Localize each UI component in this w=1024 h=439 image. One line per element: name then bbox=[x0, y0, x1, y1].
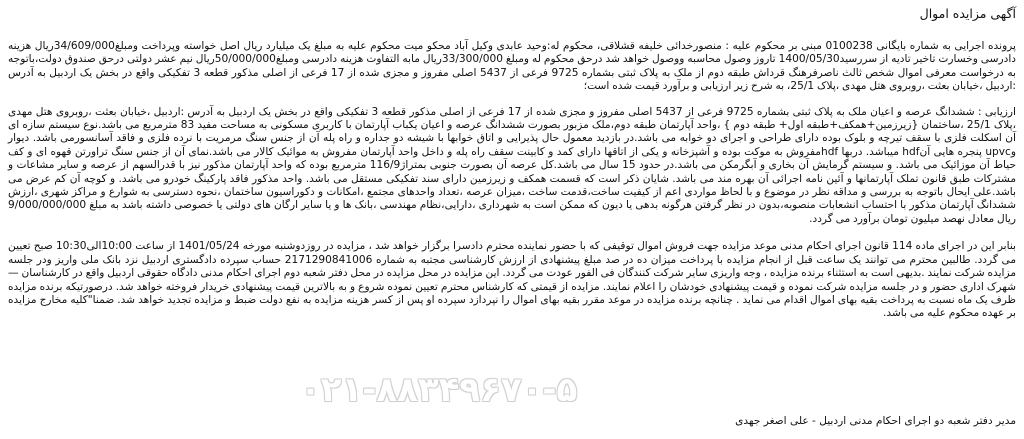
phone-watermark: ۰۲۱-۸۸۳۴۹۶۷۰-۵ bbox=[300, 370, 578, 410]
appraisal-paragraph: ارزیابی : ششدانگ عرصه و اعیان ملک به پلاک ثبتی بشماره 9725 فرعی از 5437 اصلی مفروز و مجزی شده از 17 فرعی از اصلی مذکور قطعه 3 تفکیکی واقع در بخش یک اردبیل به آدرس :اردبیل ،خیابان بعثت ،روبروی هتل مهدی ،پلاک 25/1 ،ساختمان {زیرزمین+همکف+طبقه اول+ طبقه دوم } ،واحد آپارتمان طبقه دوم،ملک مزبور بصورت ششدانگ عرصه و اعیان یکباب آپارتمان با کاربری مسکونی به مساحت مفید 83 مترمربع می باشد.نوع سیستم سازه ای آن اسکلت فلزی با سقف تیرچه و بلوک بوده دارای طراحی و اجرای دو خوابه می باشد.در بازدید معمول حال پذیرایی و اتاق خوابها با شیشه دو جداره و راه پله آن از جنس سنگ مرمریت با نرده فلزی و فاقد آسانسورمی باشد. دیوار وupvc پنجره هایی آنhdf میباشد. دربها hdfمفروش به موکت بوده و آشپزخانه و یکی از اتاقها دارای کمد و کابینت سقف راه پله و داخل واحد آپارتمان مفروش به موائیک کالار می باشد.نمای آن از جنس سنگ تراورتن قهوه ای و کف حیاط آن موزائیک می باشد. و سیستم گرمایش آن بخاری و آبگرمکن می باشد.در حدود 15 سال می باشد.کل عرصه آن بصورت جنوبی بمتراژ116/9 مترمربع بوده که واحد آپارتمان مذکور نیز با قدرالسهم از عرصه و سایر مشاعات و مشترکات طبق قانون تملک آپارتمانها و آئین نامه اجرائی آن بهره مند می باشد. شایان ذکر است که قسمت همکف و زیرزمین دارای سند تفکیکی مستقل می باشد. واحد مذکور فاقد پارکینگ خودرو می باشد. و کوچه آن کم عرض می باشد.علی ایحال باتوجه به بررسی و مداقه نظر در موضوع و با لحاظ مواردی اعم از کیفیت ساخت،قدمت ساخت ،میزان عرصه ،تعداد واحدهای مجتمع ،امکانات و دکوراسیون ساختمان ،نحوه دسترسی به شوارع و مراکز شهری ،ارزش ششدانگ آپارتمان مذکور با احتساب انشعابات منصوبه،بدون در نظر گرفتن هرگونه بدهی یا دیون که ممکن است به شهرداری ،دارایی،نظام مهندسی ،بانک ها و یا سایر ارگان های دولتی یا خصوصی داشته باشد به مبلغ 9/000/000/000 ریال معادل نهصد میلیون تومان برآورد می گردد. bbox=[8, 105, 1016, 225]
case-details-paragraph: پرونده اجرایی به شماره بایگانی 0100238 مبنی بر محکوم علیه : منصورخدائی خلیفه قشلاقی، محکوم له:وحید عابدی وکیل آباد محکو میت محکوم علیه به مبلغ یک میلیارد ریال اصل خواسته وپرداخت ومبلغ34/609/000ریال هزینه دادرسی وخسارت تاخیر تادیه از سررسید1400/05/30 تاروز وصول محاسبه ووصول خواهد شد درحق محکوم له ومبلغ 33/300/000ریال مابه التفاوت هزینه دادرسی ومبلغ50/000/000ریال نیم عشر دولتی درحق صندوق دولت،باتوجه به درخواست معرفی اموال شخص ثالث ناصرفرهنگ قرداش طبقه دوم از ملک به پلاک ثبتی بشماره 9725 فرعی از 5437 اصلی مفروز و مجزی شده از 17 فرعی از اصلی مذکور قطعه 3 تفکیکی واقع در بخش یک اردبیل به آدرس :اردبیل ،خیابان بعثت ،روبروی هتل مهدی ،پلاک 25/1، به شرح زیر ارزیابی و برآورد قیمت شده است؛ bbox=[8, 40, 1016, 93]
signature-line: مدیر دفتر شعبه دو اجرای احکام مدنی اردبیل - علی اصغر جهدی bbox=[735, 415, 1016, 427]
auction-terms-paragraph: بنابر این در اجرای ماده 114 قانون اجرای احکام مدنی موعد مزایده جهت فروش اموال توقیفی که با حضور نماینده محترم دادسرا برگزار خواهد شد ، مزایده در روزدوشنبه مورخه 1401/05/24 از ساعت 10:00الی10:30 صبح تعیین می گردد. طالبین محترم می توانند یک ساعت قبل از انجام مزایده با پرداخت میزان ده در صد مبلغ پیشنهادی از ارزش کارشناسی مجتبه به شماره 2171290841006 حساب سپرده دادگستری اردبیل نزد بانک ملی واریز ودر جلسه مزایده شرکت نمایند .بدیهی است به استثناء برنده مزایده ، وجه واریزی سایر شرکت کنندگان فی الفور عودت می گردد. این مزایده در محل مزایده در محل دفتر شعبه دوم اجرای احکام مدنی دادگاه حقوقی اردبیل واقع در کارشناسان — شهرک اداری حضور و در جلسه مزایده شرکت نموده و قیمت پیشنهادی خودشان را اعلام نمایند. مزایده از قیمتی که کارشناس محترم تعیین نموده شروع و به بالاترین قیمت پیشنهادی خریدار فروخته خواهد شد. درصورتیکه برنده مزایده ظرف یک ماه نسبت به پرداخت بقیه بهای اموال اقدام می نماید . چنانچه برنده مزایده در موعد مقرر بقیه بهای اموال را نپردازد سپرده او پس از کسر هزینه مزایده به نفع دولت ضبط و مزایده تجدید خواهد شد. ضمنا"کلیه مخارج مزایده بر عهده محکوم علیه می باشد. bbox=[8, 240, 1016, 320]
notice-title: آگهی مزایده اموال bbox=[919, 6, 1016, 21]
